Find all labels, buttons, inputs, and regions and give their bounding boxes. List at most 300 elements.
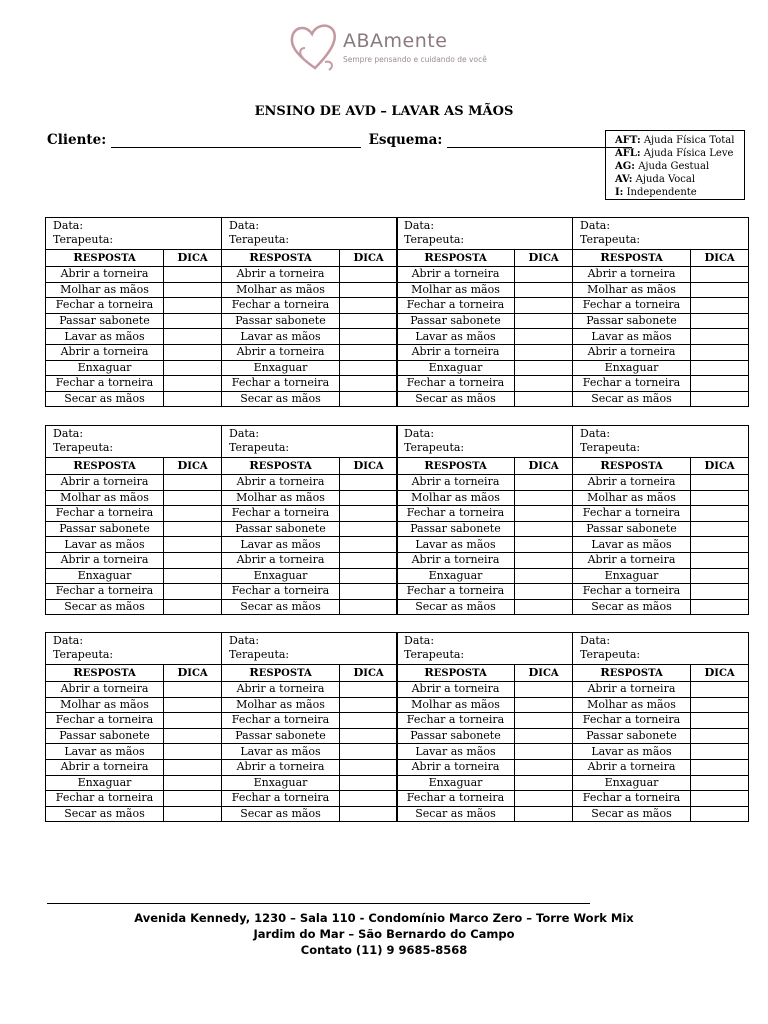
table-row [573, 329, 749, 345]
date-therapist-cell[interactable] [573, 633, 749, 665]
session-table [572, 425, 749, 615]
step-cell: Enxaguar [397, 568, 515, 584]
step-cell: Enxaguar [46, 568, 164, 584]
table-row [46, 344, 222, 360]
hint-cell[interactable] [340, 329, 398, 345]
step-cell: Abrir a torneira [46, 759, 164, 775]
step-cell: Molhar as mãos [46, 697, 164, 713]
footer-city: Jardim do Mar – São Bernardo do Campo [253, 927, 515, 941]
hint-header: DICA [515, 250, 573, 267]
hint-cell[interactable] [691, 490, 749, 506]
date-label: Data: [580, 634, 611, 647]
hint-cell[interactable] [515, 791, 573, 807]
hint-cell[interactable] [164, 298, 222, 314]
hint-cell[interactable] [340, 360, 398, 376]
hint-cell[interactable] [164, 537, 222, 553]
hint-cell[interactable] [515, 267, 573, 283]
step-cell: Fechar a torneira [573, 584, 691, 600]
legend-box [605, 130, 745, 200]
session-table [45, 425, 222, 615]
step-cell: Enxaguar [222, 775, 340, 791]
session-sheet [45, 425, 221, 615]
response-header: RESPOSTA [573, 665, 691, 682]
step-cell: Molhar as mãos [222, 490, 340, 506]
table-row [222, 267, 398, 283]
table-row [397, 713, 573, 729]
session-sheet [45, 217, 221, 407]
step-cell: Lavar as mãos [222, 329, 340, 345]
step-cell: Abrir a torneira [46, 682, 164, 698]
hint-cell[interactable] [691, 537, 749, 553]
hint-cell[interactable] [515, 744, 573, 760]
hint-cell[interactable] [340, 728, 398, 744]
footer-contact: Contato (11) 9 9685-8568 [300, 943, 468, 957]
hint-cell[interactable] [164, 475, 222, 491]
hint-cell[interactable] [515, 298, 573, 314]
hint-cell[interactable] [515, 599, 573, 615]
step-cell: Secar as mãos [222, 599, 340, 615]
hint-cell[interactable] [515, 313, 573, 329]
table-row [573, 599, 749, 615]
table-row [46, 584, 222, 600]
response-header: RESPOSTA [397, 250, 515, 267]
hint-cell[interactable] [515, 584, 573, 600]
hint-cell[interactable] [340, 775, 398, 791]
table-row [222, 391, 398, 407]
step-cell: Abrir a torneira [46, 267, 164, 283]
hint-header: DICA [164, 458, 222, 475]
hint-cell[interactable] [340, 697, 398, 713]
hint-cell[interactable] [515, 490, 573, 506]
hint-cell[interactable] [691, 313, 749, 329]
hint-cell[interactable] [164, 713, 222, 729]
step-cell: Fechar a torneira [222, 506, 340, 522]
step-cell: Molhar as mãos [573, 697, 691, 713]
session-table [396, 425, 573, 615]
heart-logo-icon [285, 18, 345, 78]
hint-cell[interactable] [691, 475, 749, 491]
response-header: RESPOSTA [573, 458, 691, 475]
step-cell: Abrir a torneira [46, 344, 164, 360]
table-row [397, 697, 573, 713]
hint-cell[interactable] [340, 391, 398, 407]
legend-item: AV: Ajuda Vocal [615, 174, 696, 185]
response-header: RESPOSTA [397, 458, 515, 475]
table-row [397, 537, 573, 553]
table-row [222, 521, 398, 537]
hint-cell[interactable] [164, 568, 222, 584]
hint-cell[interactable] [340, 282, 398, 298]
date-label: Data: [404, 634, 435, 647]
hint-cell[interactable] [340, 806, 398, 822]
step-cell: Abrir a torneira [222, 267, 340, 283]
session-table [221, 425, 398, 615]
table-row [397, 728, 573, 744]
step-cell: Lavar as mãos [46, 744, 164, 760]
table-row [222, 713, 398, 729]
date-therapist-cell[interactable] [222, 218, 398, 250]
hint-cell[interactable] [340, 599, 398, 615]
table-row [397, 506, 573, 522]
therapist-label: Terapeuta: [53, 441, 114, 454]
date-therapist-cell[interactable] [46, 218, 222, 250]
hint-cell[interactable] [340, 490, 398, 506]
hint-cell[interactable] [691, 376, 749, 392]
step-cell: Passar sabonete [397, 313, 515, 329]
table-row [222, 537, 398, 553]
table-row [573, 506, 749, 522]
hint-cell[interactable] [164, 391, 222, 407]
hint-cell[interactable] [164, 791, 222, 807]
table-row [573, 759, 749, 775]
date-therapist-cell[interactable] [397, 633, 573, 665]
table-row [573, 298, 749, 314]
session-table [221, 217, 398, 407]
hint-cell[interactable] [691, 728, 749, 744]
step-cell: Secar as mãos [573, 806, 691, 822]
session-sheet [572, 217, 748, 407]
hint-cell[interactable] [515, 552, 573, 568]
date-label: Data: [53, 219, 84, 232]
hint-cell[interactable] [164, 376, 222, 392]
hint-cell[interactable] [164, 521, 222, 537]
logo-brand: ABAmente [343, 30, 448, 52]
hint-cell[interactable] [164, 584, 222, 600]
table-row [222, 759, 398, 775]
hint-cell[interactable] [164, 775, 222, 791]
hint-cell[interactable] [691, 744, 749, 760]
session-sheet [221, 632, 397, 822]
hint-cell[interactable] [515, 806, 573, 822]
table-row [46, 298, 222, 314]
hint-cell[interactable] [691, 713, 749, 729]
step-cell: Fechar a torneira [397, 506, 515, 522]
hint-cell[interactable] [340, 744, 398, 760]
hint-cell[interactable] [691, 599, 749, 615]
hint-cell[interactable] [691, 806, 749, 822]
table-row [573, 697, 749, 713]
hint-cell[interactable] [691, 682, 749, 698]
hint-cell[interactable] [340, 584, 398, 600]
hint-cell[interactable] [340, 682, 398, 698]
table-row [573, 391, 749, 407]
step-cell: Fechar a torneira [46, 298, 164, 314]
hint-cell[interactable] [340, 713, 398, 729]
therapist-label: Terapeuta: [229, 648, 290, 661]
hint-header: DICA [340, 458, 398, 475]
table-row [573, 806, 749, 822]
table-row [397, 267, 573, 283]
hint-cell[interactable] [340, 313, 398, 329]
response-header: RESPOSTA [46, 458, 164, 475]
hint-cell[interactable] [691, 360, 749, 376]
footer-address: Avenida Kennedy, 1230 – Sala 110 - Condomínio Marco Zero – Torre Work Mix [134, 911, 634, 925]
step-cell: Enxaguar [222, 360, 340, 376]
table-row [46, 775, 222, 791]
hint-header: DICA [340, 250, 398, 267]
table-row [46, 806, 222, 822]
hint-cell[interactable] [340, 791, 398, 807]
hint-cell[interactable] [691, 298, 749, 314]
hint-cell[interactable] [164, 697, 222, 713]
hint-cell[interactable] [691, 521, 749, 537]
step-cell: Abrir a torneira [397, 267, 515, 283]
hint-cell[interactable] [515, 475, 573, 491]
hint-cell[interactable] [515, 506, 573, 522]
table-row [397, 521, 573, 537]
table-row [222, 806, 398, 822]
date-therapist-cell[interactable] [46, 633, 222, 665]
step-cell: Fechar a torneira [46, 713, 164, 729]
step-cell: Abrir a torneira [222, 344, 340, 360]
hint-cell[interactable] [515, 713, 573, 729]
step-cell: Enxaguar [397, 775, 515, 791]
hint-cell[interactable] [515, 697, 573, 713]
date-therapist-cell[interactable] [222, 633, 398, 665]
date-label: Data: [53, 427, 84, 440]
table-row [46, 568, 222, 584]
hint-cell[interactable] [340, 267, 398, 283]
hint-cell[interactable] [164, 759, 222, 775]
hint-header: DICA [691, 665, 749, 682]
hint-cell[interactable] [691, 775, 749, 791]
step-cell: Passar sabonete [222, 521, 340, 537]
legend-item: AFL: Ajuda Física Leve [615, 148, 734, 159]
step-cell: Fechar a torneira [573, 298, 691, 314]
table-row [573, 313, 749, 329]
hint-cell[interactable] [691, 344, 749, 360]
date-therapist-cell[interactable] [397, 426, 573, 458]
table-row [397, 282, 573, 298]
hint-cell[interactable] [515, 775, 573, 791]
table-row [573, 682, 749, 698]
step-cell: Molhar as mãos [222, 697, 340, 713]
hint-cell[interactable] [515, 537, 573, 553]
step-cell: Enxaguar [573, 568, 691, 584]
date-label: Data: [404, 427, 435, 440]
hint-cell[interactable] [691, 267, 749, 283]
hint-cell[interactable] [515, 391, 573, 407]
table-row [573, 713, 749, 729]
session-sheet [45, 632, 221, 822]
hint-cell[interactable] [164, 552, 222, 568]
hint-cell[interactable] [691, 329, 749, 345]
legend-item: I: Independente [615, 187, 697, 198]
session-sheet [221, 217, 397, 407]
table-row [397, 599, 573, 615]
hint-cell[interactable] [691, 759, 749, 775]
hint-cell[interactable] [164, 313, 222, 329]
hint-cell[interactable] [515, 329, 573, 345]
step-cell: Fechar a torneira [397, 791, 515, 807]
hint-cell[interactable] [164, 360, 222, 376]
therapist-label: Terapeuta: [580, 648, 641, 661]
step-cell: Abrir a torneira [573, 552, 691, 568]
hint-cell[interactable] [340, 568, 398, 584]
hint-cell[interactable] [340, 298, 398, 314]
hint-cell[interactable] [691, 584, 749, 600]
hint-header: DICA [340, 665, 398, 682]
table-row [222, 506, 398, 522]
table-row [46, 313, 222, 329]
hint-cell[interactable] [515, 360, 573, 376]
hint-cell[interactable] [691, 791, 749, 807]
table-row [222, 728, 398, 744]
step-cell: Secar as mãos [46, 391, 164, 407]
table-row [222, 552, 398, 568]
table-row [46, 521, 222, 537]
table-row [46, 599, 222, 615]
hint-cell[interactable] [515, 728, 573, 744]
table-row [46, 360, 222, 376]
table-row [573, 791, 749, 807]
table-row [397, 329, 573, 345]
page-title: ENSINO DE AVD – LAVAR AS MÃOS [254, 104, 514, 119]
therapist-label: Terapeuta: [229, 233, 290, 246]
step-cell: Abrir a torneira [397, 759, 515, 775]
step-cell: Fechar a torneira [573, 376, 691, 392]
date-label: Data: [580, 427, 611, 440]
step-cell: Fechar a torneira [222, 791, 340, 807]
date-therapist-cell[interactable] [46, 426, 222, 458]
hint-cell[interactable] [515, 682, 573, 698]
table-row [46, 759, 222, 775]
table-row [397, 791, 573, 807]
hint-cell[interactable] [164, 344, 222, 360]
step-cell: Secar as mãos [397, 806, 515, 822]
step-cell: Passar sabonete [222, 728, 340, 744]
step-cell: Fechar a torneira [46, 376, 164, 392]
logo [285, 18, 485, 78]
hint-header: DICA [164, 250, 222, 267]
hint-cell[interactable] [515, 376, 573, 392]
hint-cell[interactable] [515, 344, 573, 360]
response-header: RESPOSTA [46, 250, 164, 267]
table-row [573, 744, 749, 760]
hint-cell[interactable] [691, 282, 749, 298]
date-therapist-cell[interactable] [573, 426, 749, 458]
table-row [222, 329, 398, 345]
session-sheet [221, 425, 397, 615]
date-therapist-cell[interactable] [397, 218, 573, 250]
hint-cell[interactable] [691, 552, 749, 568]
client-row [47, 132, 632, 148]
step-cell: Lavar as mãos [397, 744, 515, 760]
hint-cell[interactable] [691, 506, 749, 522]
hint-header: DICA [691, 250, 749, 267]
hint-cell[interactable] [340, 521, 398, 537]
hint-cell[interactable] [340, 475, 398, 491]
hint-cell[interactable] [164, 490, 222, 506]
step-cell: Enxaguar [573, 360, 691, 376]
hint-cell[interactable] [164, 728, 222, 744]
table-row [46, 490, 222, 506]
table-row [46, 728, 222, 744]
hint-cell[interactable] [164, 267, 222, 283]
table-row [573, 728, 749, 744]
legend-item: AFT: Ajuda Física Total [615, 135, 735, 146]
hint-cell[interactable] [515, 282, 573, 298]
step-cell: Molhar as mãos [573, 490, 691, 506]
hint-cell[interactable] [515, 521, 573, 537]
hint-cell[interactable] [691, 391, 749, 407]
step-cell: Enxaguar [222, 568, 340, 584]
hint-cell[interactable] [515, 759, 573, 775]
session-sheet [572, 425, 748, 615]
step-cell: Secar as mãos [46, 599, 164, 615]
hint-cell[interactable] [164, 744, 222, 760]
table-row [46, 682, 222, 698]
table-row [222, 313, 398, 329]
therapist-label: Terapeuta: [404, 441, 465, 454]
step-cell: Passar sabonete [397, 521, 515, 537]
table-row [46, 282, 222, 298]
table-row [46, 506, 222, 522]
hint-cell[interactable] [340, 344, 398, 360]
table-row [397, 806, 573, 822]
response-header: RESPOSTA [222, 665, 340, 682]
table-row [222, 568, 398, 584]
response-header: RESPOSTA [46, 665, 164, 682]
step-cell: Molhar as mãos [397, 697, 515, 713]
session-table [572, 217, 749, 407]
table-row [397, 376, 573, 392]
step-cell: Lavar as mãos [397, 329, 515, 345]
step-cell: Secar as mãos [573, 391, 691, 407]
step-cell: Abrir a torneira [573, 344, 691, 360]
hint-cell[interactable] [164, 506, 222, 522]
therapist-label: Terapeuta: [404, 648, 465, 661]
step-cell: Lavar as mãos [222, 537, 340, 553]
table-row [46, 475, 222, 491]
table-row [222, 697, 398, 713]
date-label: Data: [53, 634, 84, 647]
step-cell: Molhar as mãos [573, 282, 691, 298]
step-cell: Fechar a torneira [397, 298, 515, 314]
table-row [397, 552, 573, 568]
hint-cell[interactable] [164, 806, 222, 822]
date-therapist-cell[interactable] [222, 426, 398, 458]
step-cell: Lavar as mãos [573, 537, 691, 553]
date-therapist-cell[interactable] [573, 218, 749, 250]
step-cell: Lavar as mãos [46, 537, 164, 553]
hint-cell[interactable] [340, 552, 398, 568]
step-cell: Fechar a torneira [573, 506, 691, 522]
footer-divider [47, 903, 590, 904]
hint-cell[interactable] [164, 329, 222, 345]
step-cell: Passar sabonete [46, 728, 164, 744]
step-cell: Fechar a torneira [397, 376, 515, 392]
step-cell: Enxaguar [573, 775, 691, 791]
hint-cell[interactable] [340, 537, 398, 553]
step-cell: Abrir a torneira [397, 682, 515, 698]
table-row [222, 282, 398, 298]
hint-cell[interactable] [340, 376, 398, 392]
step-cell: Passar sabonete [222, 313, 340, 329]
step-cell: Passar sabonete [573, 521, 691, 537]
therapist-label: Terapeuta: [229, 441, 290, 454]
hint-cell[interactable] [691, 697, 749, 713]
hint-cell[interactable] [164, 599, 222, 615]
hint-cell[interactable] [340, 506, 398, 522]
hint-cell[interactable] [691, 568, 749, 584]
hint-cell[interactable] [515, 568, 573, 584]
client-field[interactable] [111, 135, 361, 148]
table-row [397, 775, 573, 791]
hint-cell[interactable] [164, 282, 222, 298]
hint-cell[interactable] [340, 759, 398, 775]
hint-cell[interactable] [164, 682, 222, 698]
